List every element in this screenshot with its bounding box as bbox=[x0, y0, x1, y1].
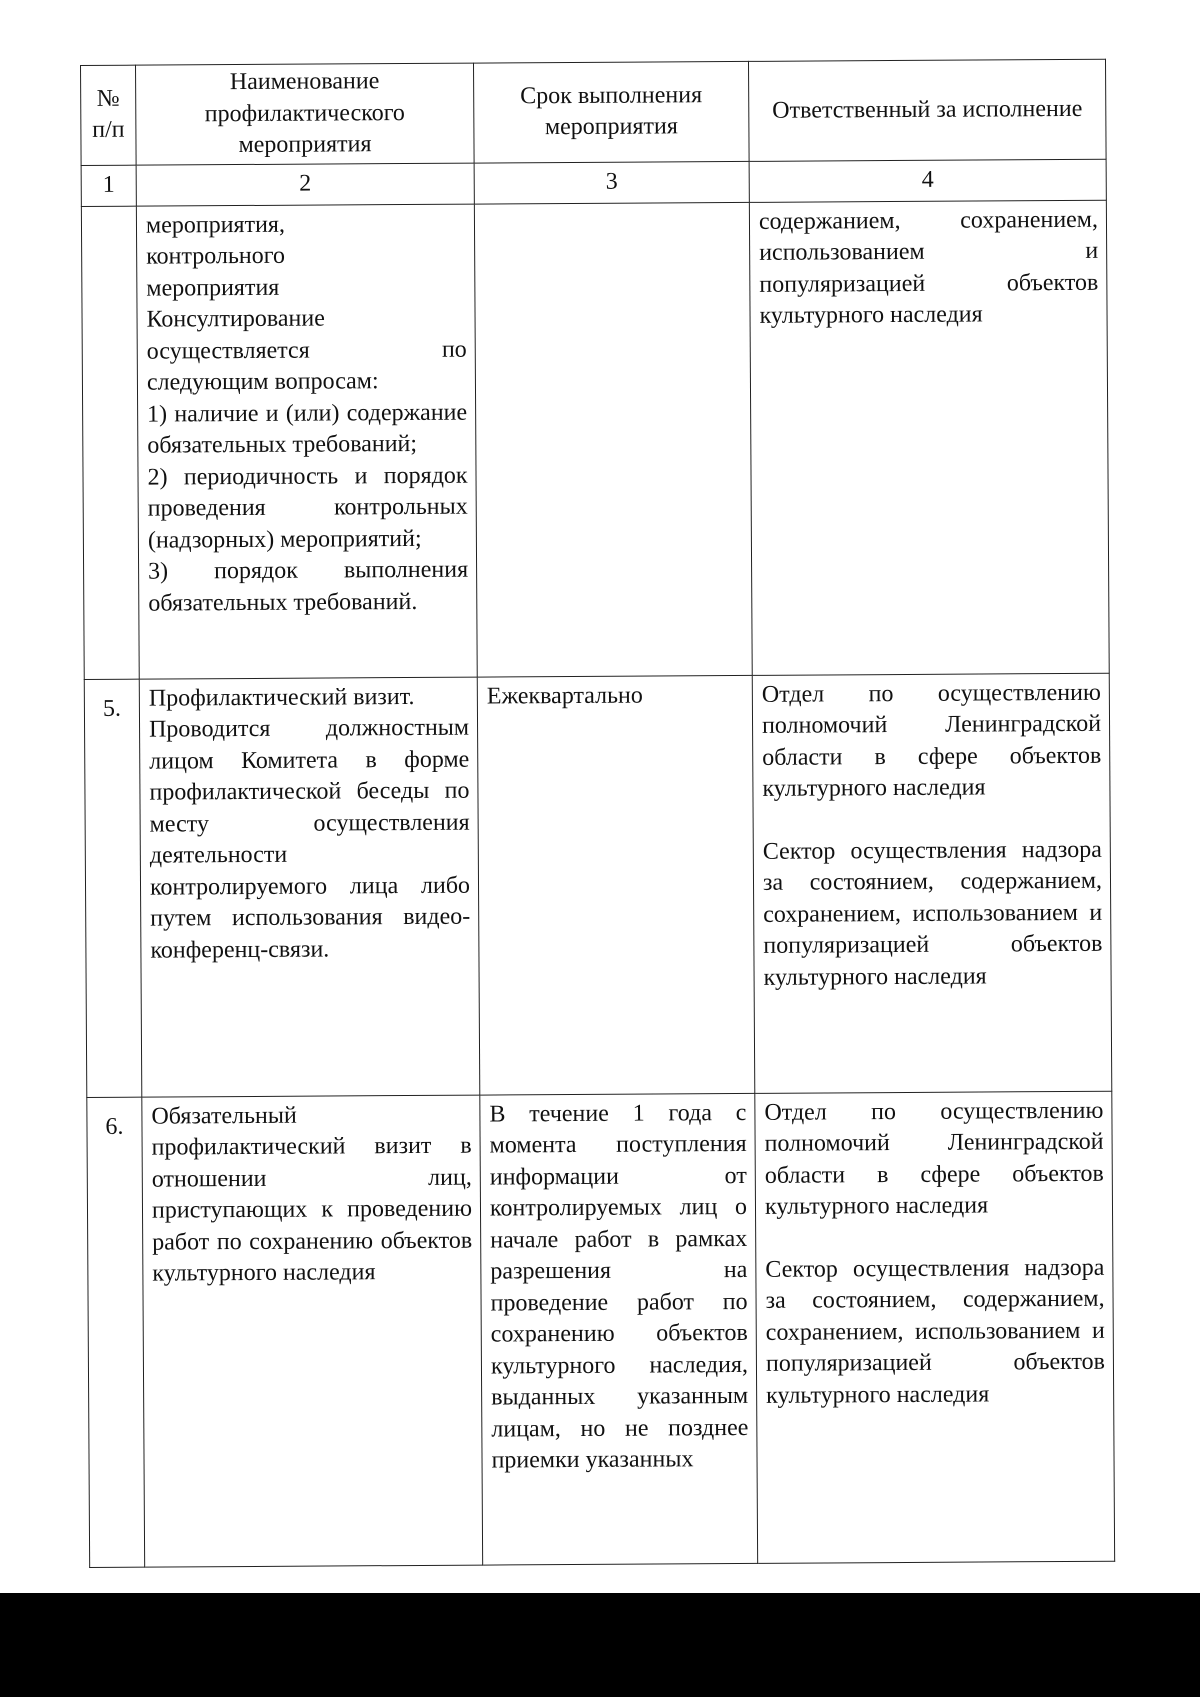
column-number: 1 bbox=[81, 165, 136, 206]
deadline-cell bbox=[474, 202, 752, 677]
table-row bbox=[81, 200, 1109, 679]
responsible-cell bbox=[752, 673, 1112, 1093]
column-number: 4 bbox=[749, 159, 1106, 202]
responsible-text: содержанием, сохранением, использованием и популяризацией объектов культурного наследия bbox=[758, 206, 1099, 329]
column-number: 3 bbox=[474, 161, 749, 204]
paragraph-gap bbox=[763, 803, 1102, 836]
responsible-cell bbox=[755, 1091, 1115, 1563]
deadline-cell: Ежеквартально bbox=[477, 675, 755, 1095]
header-responsible: Ответственный за исполнение bbox=[748, 59, 1106, 161]
row-number: 6. bbox=[87, 1097, 145, 1567]
measure-text: 3) порядок выполнения обязательных требований. bbox=[148, 556, 469, 617]
deadline-cell: В течение 1 года с момента поступления информации от контролируемых лиц о начале работ в рамках разрешения на проведение работ по сохранению объектов культурного наследия, выданных указанным лицам, но не позднее приемки указанных bbox=[480, 1093, 758, 1565]
responsible-cell bbox=[749, 200, 1109, 675]
prevention-plan-table bbox=[80, 59, 1115, 1568]
responsible-text: Сектор осуществления надзора за состоянием, содержанием, сохранением, использованием и популяризацией объектов культурного наследия bbox=[765, 1254, 1106, 1409]
scan-border bbox=[0, 1593, 1200, 1697]
row-number bbox=[81, 206, 139, 679]
measure-name-cell bbox=[139, 677, 480, 1097]
table-header-row bbox=[81, 59, 1107, 165]
measure-text: Проводится должностным лицом Комитета в форме профилактической беседы по месту осуществления деятельности контролируемого лица либо путем использования видео-конференц-связи. bbox=[148, 714, 471, 964]
paragraph-gap bbox=[765, 1221, 1104, 1254]
responsible-text: Сектор осуществления надзора за состоянием, содержанием, сохранением, использованием и популяризацией объектов культурного наследия bbox=[762, 836, 1103, 991]
row-number: 5. bbox=[84, 679, 142, 1097]
measure-name-cell: Обязательный профилактический визит в отношении лиц, приступающих к проведению работ по сохранению объектов культурного наследия bbox=[142, 1095, 483, 1567]
responsible-text: Отдел по осуществлению полномочий Ленинградской области в сфере объектов культурного наследия bbox=[764, 1097, 1104, 1220]
column-number-row bbox=[81, 159, 1106, 206]
header-measure-name: Наименование профилактического мероприятия bbox=[136, 63, 475, 165]
measure-text: 2) периодичность и порядок проведения контрольных (надзорных) мероприятий; bbox=[147, 462, 468, 554]
responsible-text: Отдел по осуществлению полномочий Ленинградской области в сфере объектов культурного наследия bbox=[761, 679, 1102, 802]
table-row bbox=[84, 673, 1112, 1097]
column-number: 2 bbox=[136, 163, 474, 206]
table-row bbox=[87, 1091, 1115, 1567]
measure-text: 1) наличие и (или) содержание обязательных требований; bbox=[147, 399, 468, 459]
header-deadline: Срок выполнения мероприятия bbox=[473, 61, 749, 162]
measure-name-cell bbox=[136, 204, 477, 679]
header-number: № п/п bbox=[81, 65, 137, 165]
measure-text: Консултирование осуществляется по следующим вопросам: bbox=[146, 305, 467, 396]
measure-text: мероприятия, контрольного мероприятия bbox=[145, 211, 286, 302]
measure-text: Профилактический визит. bbox=[148, 683, 415, 712]
